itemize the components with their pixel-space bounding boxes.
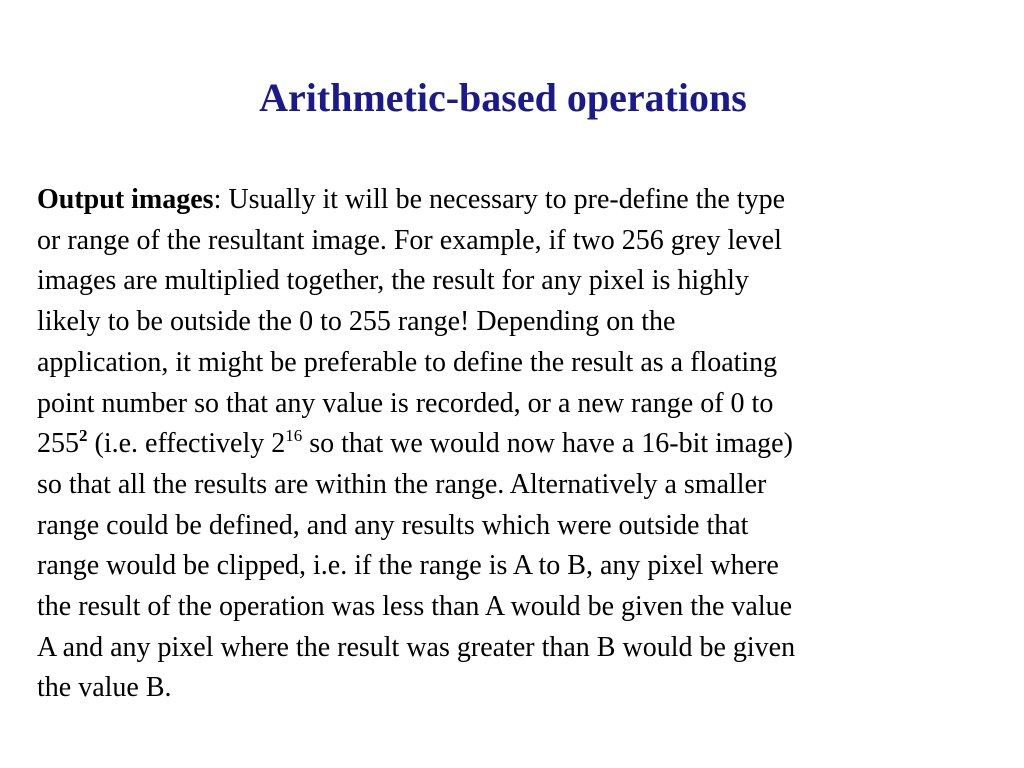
- exponent-sixteen: 16: [285, 426, 303, 446]
- text-line-4: likely to be outside the 0 to 255 range! Depending on the: [37, 306, 676, 338]
- text-line-7-mid: (i.e. effectively 2: [87, 428, 286, 460]
- text-line-12: A and any pixel where the result was greater than B would be given: [37, 631, 796, 663]
- text-line-9: range could be defined, and any results which were outside that: [37, 509, 749, 541]
- exponent-squared: 2: [79, 426, 88, 446]
- text-line-11: the result of the operation was less than A would be given the value: [37, 591, 793, 623]
- text-line-8: so that all the results are within the range. Alternatively a smaller: [37, 468, 767, 500]
- text-line-5: application, it might be preferable to define the result as a floating: [37, 346, 778, 378]
- text-line-3: images are multiplied together, the result for any pixel is highly: [37, 265, 749, 297]
- text-line-2: or range of the resultant image. For example, if two 256 grey level: [37, 224, 782, 256]
- text-line-1: : Usually it will be necessary to pre-define the type: [213, 184, 786, 215]
- text-line-7-end: so that we would now have a 16-bit image): [302, 428, 793, 460]
- text-line-13: the value B.: [37, 672, 172, 704]
- text-line-6: point number so that any value is recorded, or a new range of 0 to: [37, 387, 774, 419]
- text-line-7-base: 255: [37, 428, 79, 460]
- slide-title: Arithmetic-based operations: [259, 75, 747, 120]
- text-line-10: range would be clipped, i.e. if the range is A to B, any pixel where: [37, 550, 779, 582]
- lead-term: Output images: [37, 184, 214, 215]
- body-paragraph: [37, 180, 987, 709]
